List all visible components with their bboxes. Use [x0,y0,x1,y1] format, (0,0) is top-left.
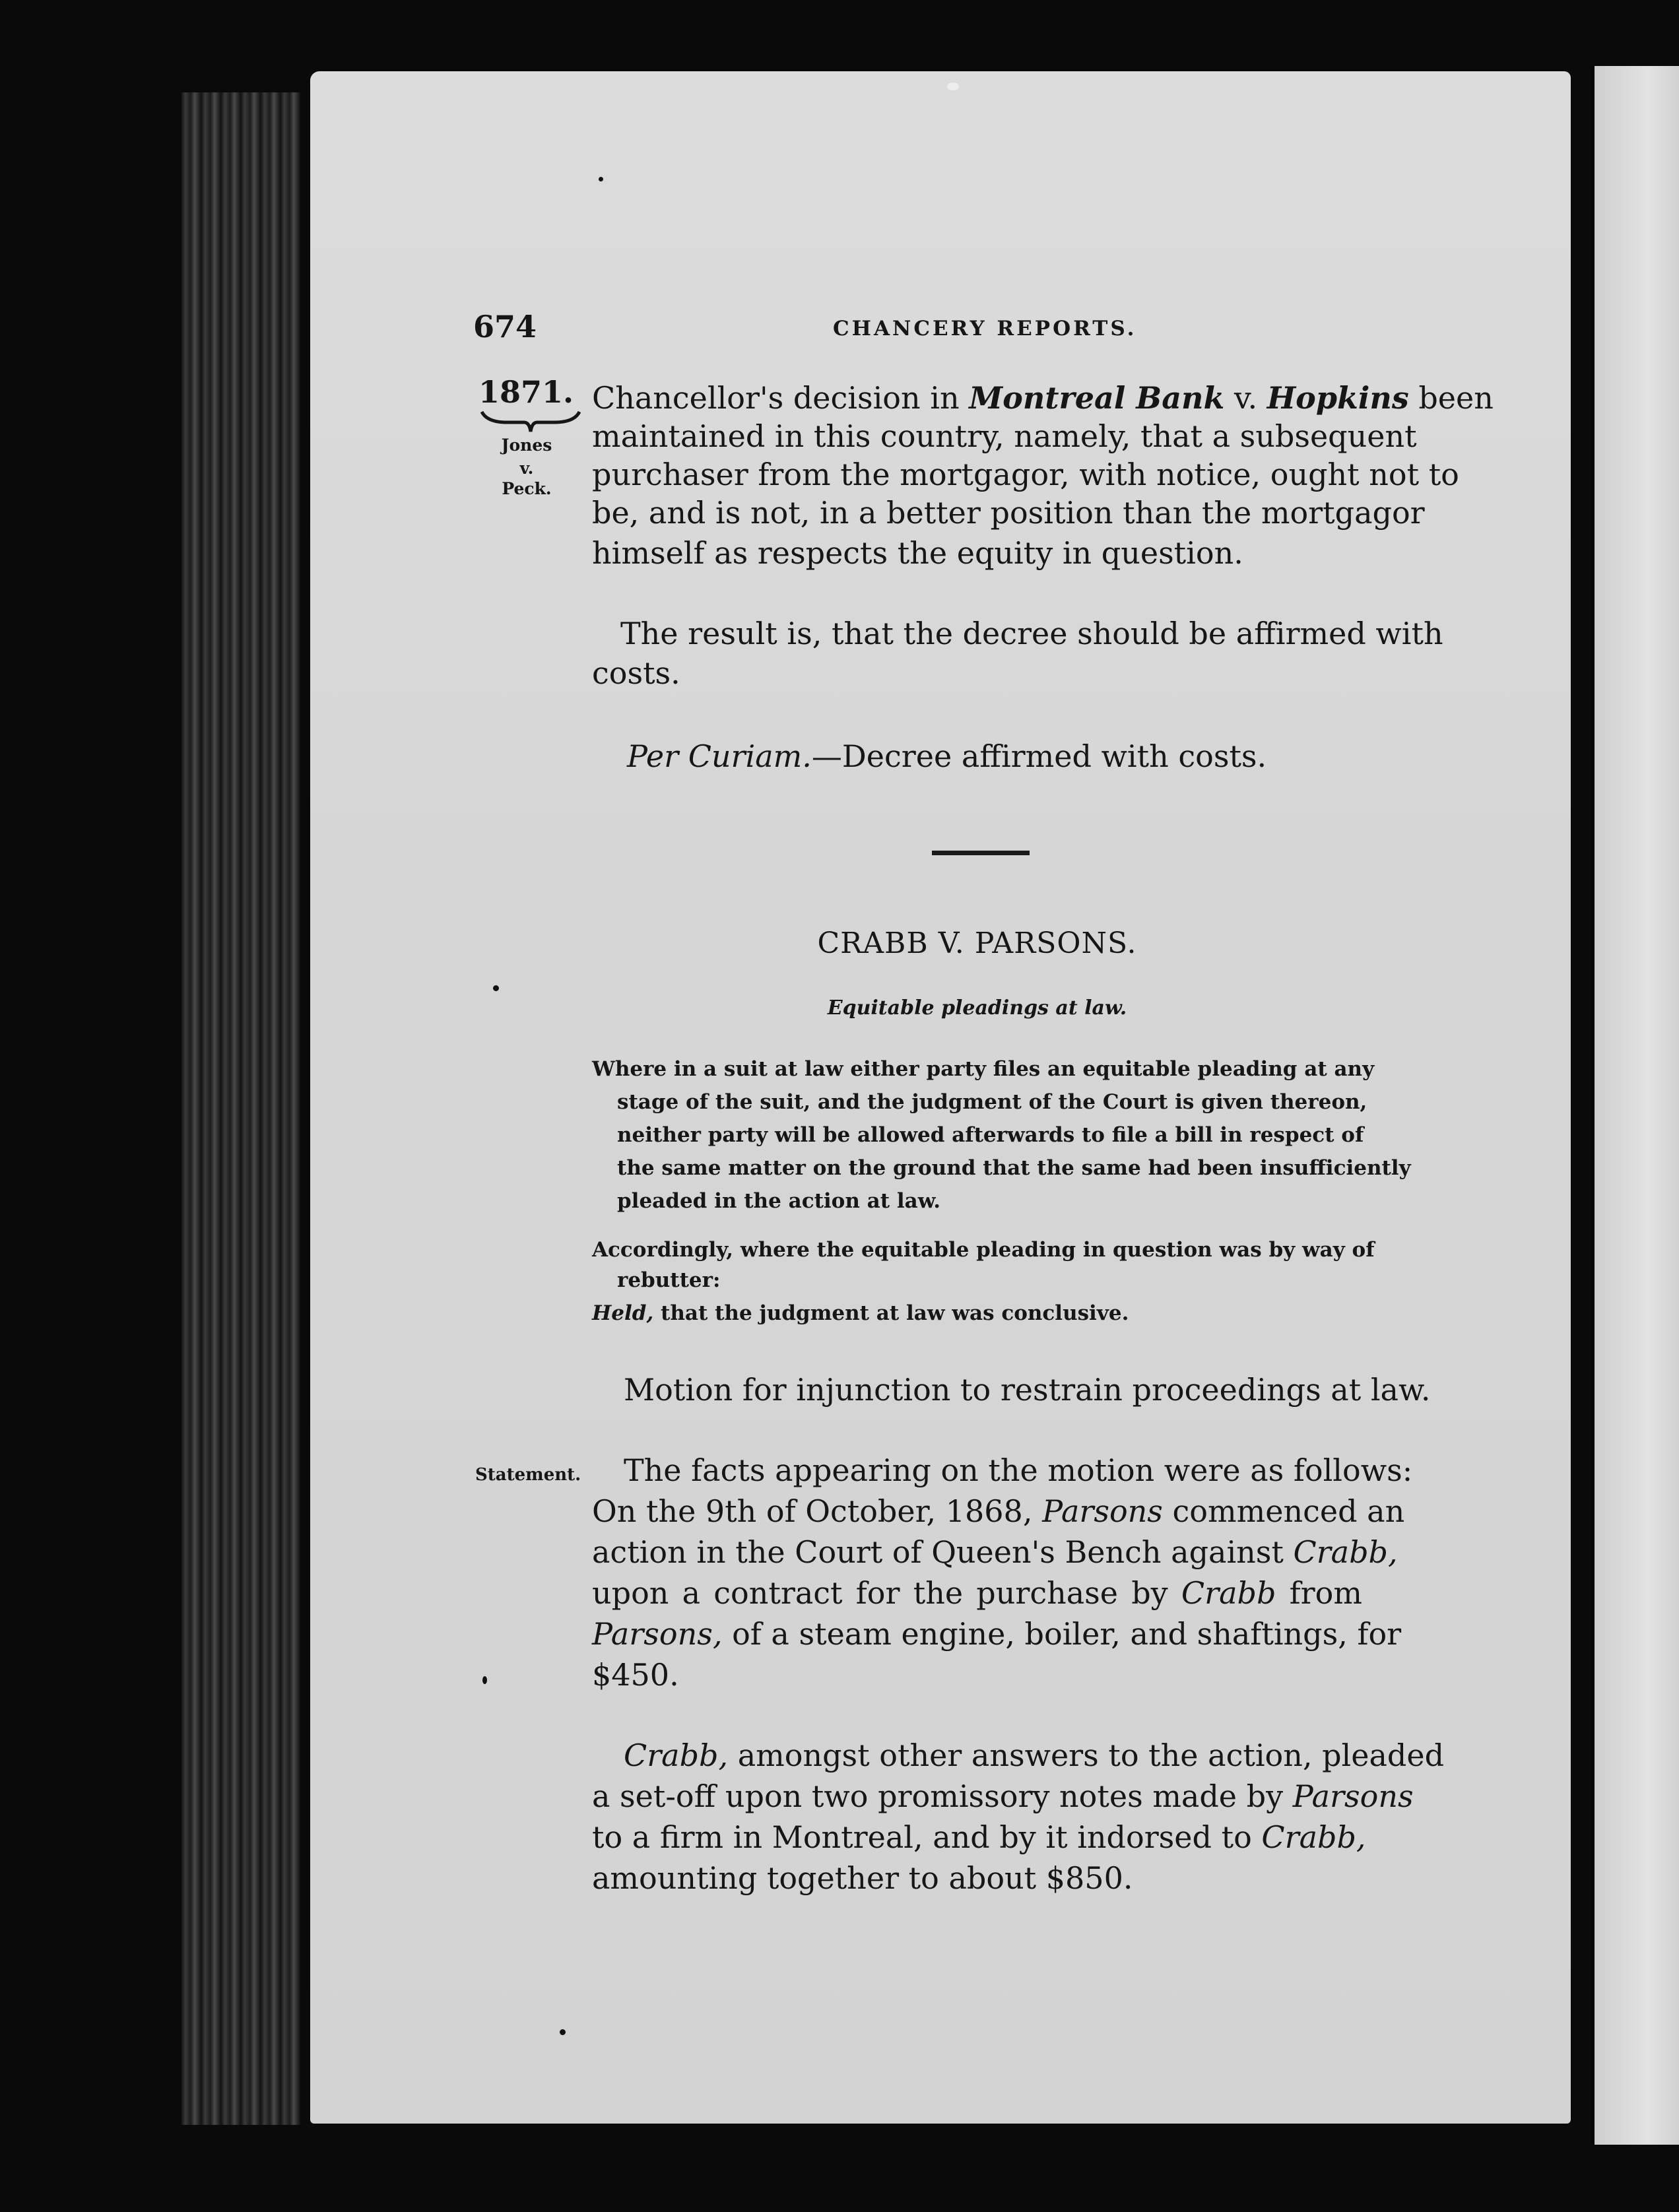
statement-label: Statement. [475,1465,581,1485]
setoff-line-3: to a firm in Montreal, and by it indorsed to Crabb, [592,1819,1366,1855]
margin-year: 1871. [478,374,574,410]
facts-line-4: upon a contract for the purchase by Crabb from [592,1575,1362,1611]
facts-line-5: Parsons, of a steam engine, boiler, and shaftings, for [592,1616,1402,1652]
per-curiam: Per Curiam.—Decree affirmed with costs. [627,738,1267,774]
facts-line-6: $450. [592,1657,679,1693]
margin-brace [480,408,581,434]
para1-line-5: himself as respects the equity in question. [592,535,1243,571]
headnote-line-4: the same matter on the ground that the same had been insufficiently [617,1156,1411,1180]
facing-page-edge [1591,66,1679,2145]
para1-line-4: be, and is not, in a better position than the mortgagor [592,495,1425,531]
headnote-line-5: pleaded in the action at law. [617,1189,941,1213]
para1-line-3: purchaser from the mortgagor, with notice, ought not to [592,457,1459,492]
headnote-line-7: rebutter: [617,1268,721,1292]
setoff-line-4: amounting together to about $850. [592,1860,1133,1896]
facts-line-2: On the 9th of October, 1868, Parsons commenced an [592,1493,1405,1529]
facts-line-3: action in the Court of Queen's Bench against Crabb, [592,1534,1398,1570]
headnote-line-3: neither party will be allowed afterwards to file a bill in respect of [617,1123,1364,1147]
para1-line-2: maintained in this country, namely, that a subsequent [592,418,1417,454]
headnote-line-2: stage of the suit, and the judgment of the Court is given thereon, [617,1090,1367,1114]
case-title: CRABB V. PARSONS. [817,927,1137,960]
margin-case-party-1: Jones [501,436,552,455]
running-title: CHANCERY REPORTS. [833,317,1137,341]
headnote-line-6: Accordingly, where the equitable pleading in question was by way of [592,1238,1375,1262]
para1-line-1: Chancellor's decision in Montreal Bank v. Hopkins been [592,380,1494,416]
para2-line-2: costs. [592,655,680,691]
scan-speck [599,177,603,181]
case-subtitle: Equitable pleadings at law. [827,996,1127,1020]
facts-line-1: The facts appearing on the motion were as follows: [624,1452,1413,1488]
book-binding-shadow [181,92,300,2125]
setoff-line-2: a set-off upon two promissory notes made by Parsons [592,1778,1414,1814]
motion-line: Motion for injunction to restrain proceedings at law. [624,1372,1431,1408]
scan-speck [560,2029,566,2035]
section-rule [932,851,1030,855]
margin-case-versus: v. [519,459,534,478]
scan-speck [947,82,959,90]
margin-case-party-2: Peck. [502,479,552,498]
setoff-line-1: Crabb, amongst other answers to the action, pleaded [624,1738,1445,1773]
scan-speck [482,1676,487,1684]
page-number: 674 [473,309,537,344]
headnote-line-1: Where in a suit at law either party files an equitable pleading at any [592,1057,1375,1081]
headnote-held: Held, that the judgment at law was conclusive. [592,1301,1129,1325]
para2-line-1: The result is, that the decree should be affirmed with [620,616,1443,651]
scan-speck [493,985,499,991]
